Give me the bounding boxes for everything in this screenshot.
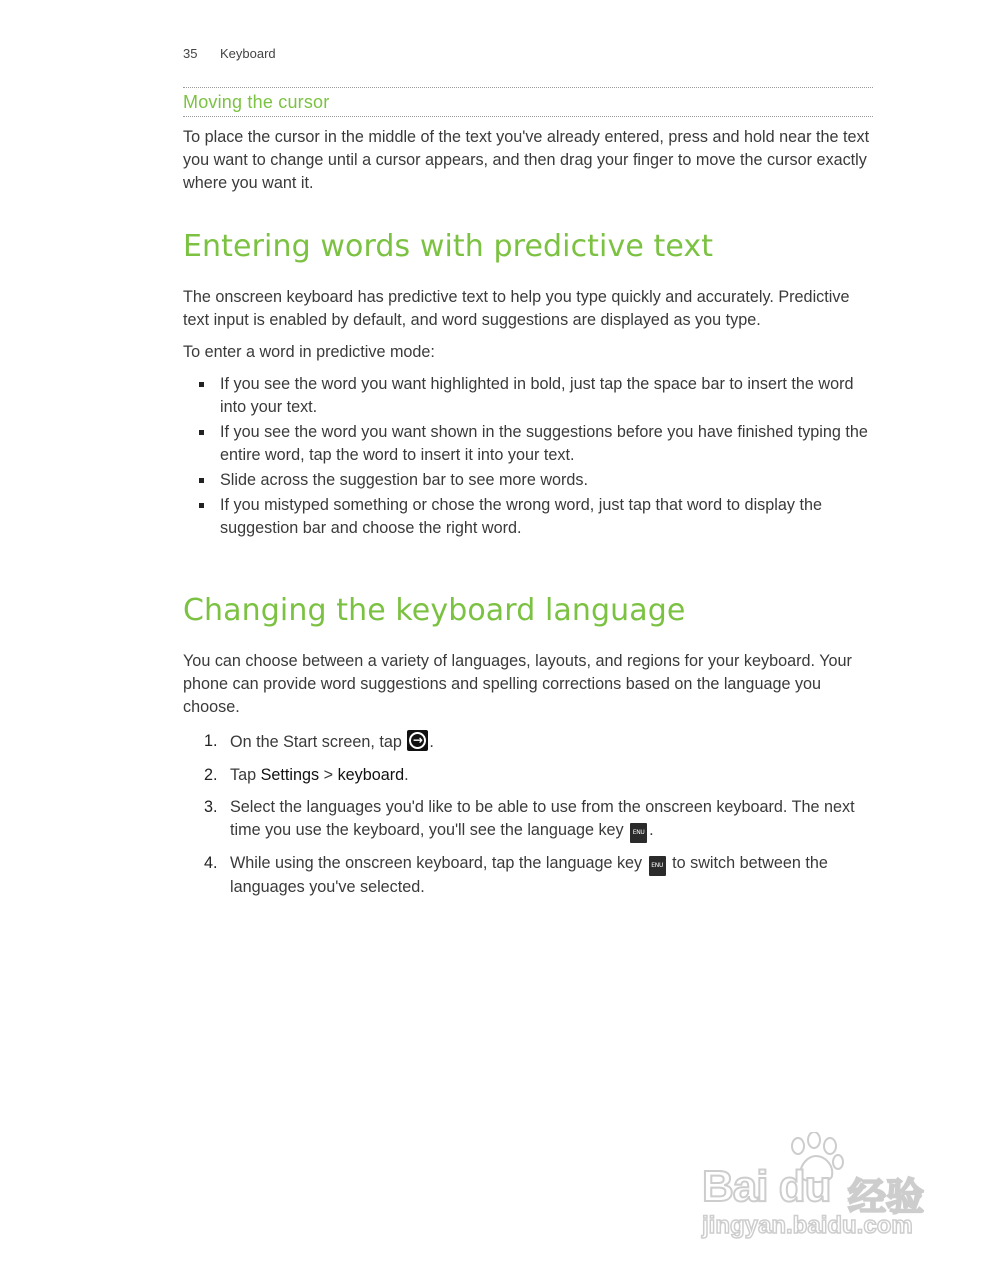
step-item	[183, 730, 873, 754]
list-item-text: Slide across the suggestion bar to see more words.	[220, 470, 589, 489]
section-intro: You can choose between a variety of languages, layouts, and regions for your keyboard. Your phone can provide word suggestions and spelling corrections based on the language you choose.	[183, 652, 852, 716]
section-lead: To enter a word in predictive mode:	[183, 342, 435, 361]
subsection-moving-cursor	[183, 87, 873, 194]
language-key-icon: ENU	[630, 823, 647, 843]
settings-term: Settings	[260, 765, 320, 784]
list-item	[183, 373, 873, 419]
list-item-text: If you mistyped something or chose the wrong word, just tap that word to display the suggestion bar and choose the right word.	[220, 495, 822, 537]
watermark-url: jingyan.baidu.com	[702, 1212, 913, 1239]
list-item-text: If you see the word you want highlighted in bold, just tap the space bar to insert the word into your text.	[220, 375, 854, 417]
section-keyboard-language	[183, 593, 873, 909]
list-item	[183, 421, 873, 467]
step-item	[183, 796, 873, 843]
section-predictive-text	[183, 229, 873, 542]
step-text: Select the languages you'd like to be able to use from the onscreen keyboard. The next time you use the keyboard, you'll see the language key	[230, 797, 855, 839]
list-item-text: If you see the word you want shown in the suggestions before you have finished typing the entire word, tap the word to insert it into your text.	[220, 423, 868, 464]
step-text-end: .	[429, 733, 434, 752]
list-item	[183, 469, 873, 492]
running-header	[183, 46, 276, 61]
arrow-right-icon: →	[412, 733, 423, 748]
watermark-chinese: 经验	[848, 1175, 925, 1219]
keyboard-term: keyboard	[337, 765, 405, 784]
step-separator: >	[319, 765, 338, 784]
bullet-marker	[199, 430, 204, 435]
step-number: 1.	[204, 732, 218, 751]
chapter-name: Keyboard	[220, 46, 276, 61]
steps-list	[183, 730, 873, 899]
baidu-watermark	[700, 1132, 940, 1242]
section-title-predictive: Entering words with predictive text	[183, 229, 714, 264]
section-intro: The onscreen keyboard has predictive text to help you type quickly and accurately. Predictive text input is enabled by default, and word suggestions are displayed as you type.	[183, 288, 850, 329]
step-item	[183, 764, 873, 787]
subsection-body: To place the cursor in the middle of the text you've already entered, press and hold near the text you want to change until a cursor appears, and then drag your finger to move the cursor exactly where you want it.	[183, 128, 870, 192]
section-title-language: Changing the keyboard language	[183, 593, 686, 628]
step-number: 2.	[204, 765, 218, 784]
step-text: On the Start screen, tap	[230, 733, 407, 752]
arrow-circle-icon	[407, 730, 428, 751]
step-number: 3.	[204, 797, 218, 816]
bullet-list	[183, 373, 873, 539]
page-number: 35	[183, 46, 198, 61]
step-text: While using the onscreen keyboard, tap the language key	[230, 854, 647, 873]
step-item	[183, 852, 873, 899]
watermark-brand: Bai du	[702, 1162, 831, 1211]
list-item	[183, 494, 873, 540]
bullet-marker	[199, 503, 204, 508]
step-number: 4.	[204, 854, 218, 873]
bullet-marker	[199, 478, 204, 483]
step-text-end: .	[404, 765, 409, 784]
subsection-title: Moving the cursor	[183, 87, 873, 117]
step-text-end: .	[649, 820, 654, 839]
step-text-end: to switch between the languages you've selected.	[230, 854, 828, 897]
bullet-marker	[199, 382, 204, 387]
language-key-icon: ENU	[649, 856, 666, 876]
step-text: Tap	[230, 765, 261, 784]
